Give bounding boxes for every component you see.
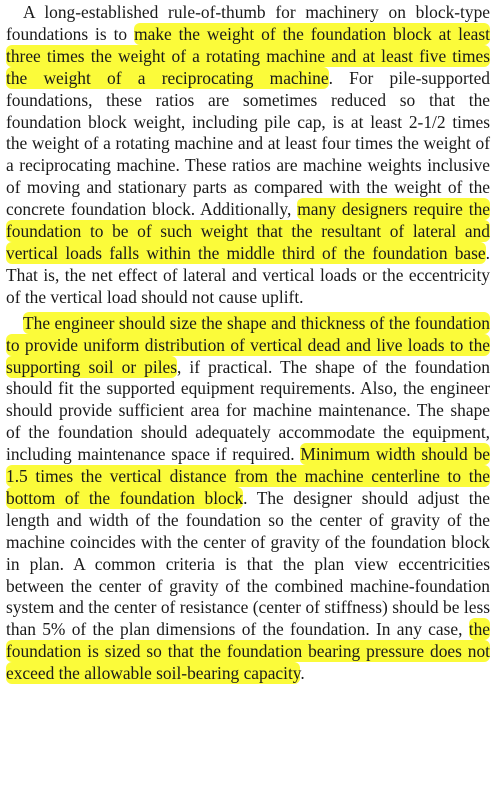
paragraph-1 xyxy=(6,2,490,309)
highlighted-text: the foundation is sized so that the foundation bearing pressure does not exceed the allowable soil-bearing capacity xyxy=(6,619,490,684)
text-segment: . That is, the net effect of lateral and vertical loads or the eccentricity of the vertical load should not cause uplift. xyxy=(6,242,490,307)
text-segment: , if practical. The shape of the foundation should fit the supported equipment requirements. Also, the engineer should provide sufficient area for machine maintenance. The shape of the foundation should adequately accommodate the equipment, including maintenance space if required. xyxy=(6,356,490,465)
highlighted-text: The engineer should size the shape and thickness of the foundation to provide uniform distribution of vertical dead and live loads to the supporting soil or piles xyxy=(6,312,490,377)
paragraph-2 xyxy=(6,313,490,685)
highlighted-text: many designers require the foundation to be of such weight that the resultant of lateral and vertical loads falls within the middle third of the foundation base xyxy=(6,199,490,263)
text-segment: . xyxy=(300,663,305,684)
highlighted-text: make the weight of the foundation block at least three times the weight of a rotating machine and at least five times the weight of a reciprocating machine xyxy=(6,23,490,88)
text-segment: A long-established rule-of-thumb for machinery on block-type foundations is to xyxy=(6,2,490,44)
text-segment: . For pile-supported foundations, these ratios are sometimes reduced so that the foundation block weight, including pile cap, is at least 2-1/2 times the weight of a rotating machine and at least four times the weight of a reciprocating machine. These ratios are machine weights inclusive of moving and stationary parts as compared with the weight of the concrete foundation block. Additionally, xyxy=(6,67,490,220)
document-page xyxy=(6,2,490,685)
highlighted-text: Minimum width should be 1.5 times the vertical distance from the machine centerline to the bottom of the foundation block xyxy=(6,444,490,508)
text-segment: . The designer should adjust the length and width of the foundation so the center of gravity of the machine coincides with the center of gravity of the foundation block in plan. A common criteria is that the plan view eccentricities between the center of gravity of the combined machine-foundation system and the center of resistance (center of stiffness) should be less than 5% of the plan dimensions of the foundation. In any case, xyxy=(6,487,491,640)
